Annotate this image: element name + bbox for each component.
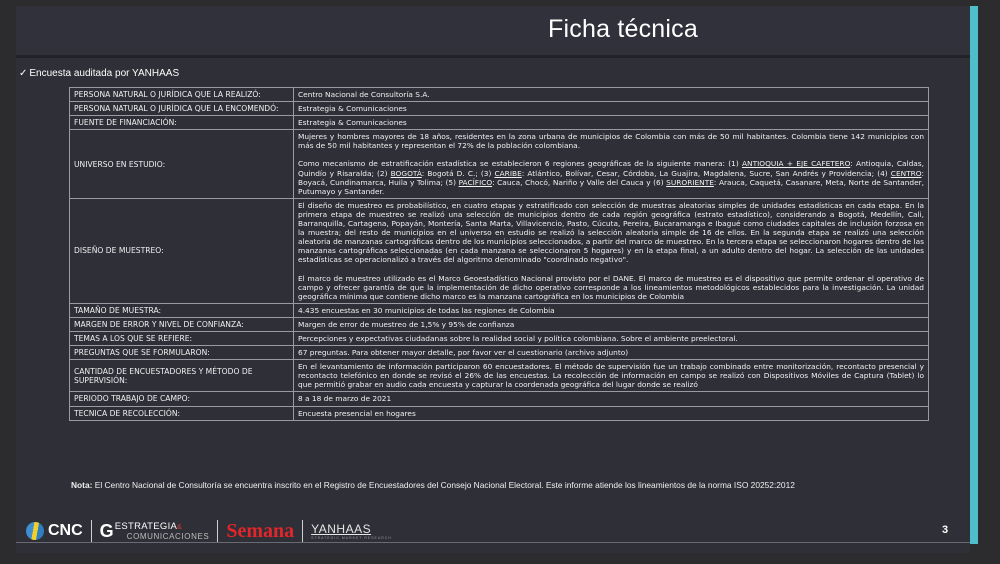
row-value: En el levantamiento de información participaron 60 encuestadores. El método de supervisión fue un trabajo combinado entre monitorización, recontacto presencial y recontacto telefónico en donde se revisó el 26% de las encuestas. La recolección de información en campo se realizó con Dispositivos Móviles de Captura (Tablet) lo que permitió grabar en audio cada encuesta y capturar la coordenada geográfica del lugar donde se realizó (294, 360, 929, 392)
logo-divider (91, 520, 92, 542)
header-band (16, 6, 970, 58)
yanhaas-logo-text: YANHAAS (311, 522, 372, 536)
table-row (70, 88, 929, 102)
row-label: CANTIDAD DE ENCUESTADORES Y MÉTODO DE SUPERVISIÓN: (70, 360, 294, 392)
region-list: : Arauca, Caquetá, Casanare, Meta, Norte de Santander, Putumayo y Santander. (298, 177, 925, 196)
region-name: SURORIENTE (666, 177, 714, 187)
table-row (70, 317, 929, 331)
row-value (294, 130, 929, 199)
row-label: TECNICA DE RECOLECCIÓN: (70, 406, 294, 420)
footer-divider (16, 542, 970, 543)
checkmark-icon: ✓ (19, 68, 28, 79)
estrategia-word: ESTRATEGIA (114, 520, 178, 532)
region-list: : Atlántico, Bolívar, Cesar, Córdoba, La Guajira, Magdalena, Sucre, San Andrés y Providencia; (4) (521, 168, 891, 178)
table-row (70, 102, 929, 116)
estrategia-comunicaciones-logo (100, 522, 210, 541)
estrategia-mark-icon: G (99, 521, 114, 541)
slide (16, 6, 970, 553)
row-label: MARGEN DE ERROR Y NIVEL DE CONFIANZA: (70, 317, 294, 331)
row-label: FUENTE DE FINANCIACIÓN: (70, 116, 294, 130)
region-list: : Antioquia, Caldas, Quindío y Risaralda; (2) (298, 159, 924, 178)
estrategia-logo-top (115, 522, 210, 532)
page-title: Ficha técnica (548, 15, 698, 43)
design-paragraph: El diseño de muestreo es probabilístico, en cuatro etapas y estratificado con selección de muestras aleatorias simples de unidades estadísticas en cada etapa. En la primera etapa de muestreo se realizó una selección de municipios dentro de cada región geográfica (estrato estadístico), considerando a Bogotá, Medellín, Cali, Barranquilla, Cartagena, Popayán, Montería, Santa Marta, Villavicencio, Pasto, Cúcuta, Pereira, Bucaramanga e Ibagué como ciudades capitales de inclusión forzosa en la muestra; del resto de municipios en el universo en estudio se realizó la selección aleatoria simple de 16 de ellos. En la segunda etapa se realizó una selección aleatoria de manzanas cartográficas dentro de los municipios seleccionados, a partir del marco de muestreo. En la tercera etapa se seleccionaron hogares dentro de las manzanas cartográficas seleccionadas (en cada manzana se seleccionaron 5 hogares) y en la etapa final, a un adulto dentro del hogar. La selección de las unidades estadísticas se operacionalizó a través del algoritmo denominado "coordinado negativo". (298, 200, 924, 265)
frame-paragraph: El marco de muestreo utilizado es el Marco Geoestadístico Nacional provisto por el DANE. El marco de muestreo es el dispositivo que permite ordenar el operativo de campo y ofrecer garantía de que la implementación de dicho operativo corresponde a los lineamientos metodológicos establecidos para la investigación. La unidad geográfica mínima que contiene dicho marco es la manzana cartográfica en los municipios de Colombia (298, 273, 924, 301)
logo-divider (302, 520, 303, 542)
row-label: TEMAS A LOS QUE SE REFIERE: (70, 331, 294, 345)
table-row (70, 303, 929, 317)
row-value: Centro Nacional de Consultoría S.A. (294, 88, 929, 102)
region-name: CENTRO (890, 168, 922, 178)
footnote (71, 480, 931, 491)
audit-note (19, 68, 179, 79)
row-value: Percepciones y expectativas ciudadanas sobre la realidad social y política colombiana. Sobre el ambiente preelectoral. (294, 331, 929, 345)
row-value: 67 preguntas. Para obtener mayor detalle, por favor ver el cuestionario (archivo adjunto) (294, 346, 929, 360)
row-label: DISEÑO DE MUESTREO: (70, 198, 294, 303)
cnc-globe-icon (26, 522, 44, 540)
region-list: : Boyacá, Cundinamarca, Huila y Tolima; (5) (298, 168, 924, 187)
row-value: 4.435 encuestas en 30 municipios de todas las regiones de Colombia (294, 303, 929, 317)
table-row-universo (70, 130, 929, 199)
footnote-text: El Centro Nacional de Consultoría se encuentra inscrito en el Registro de Encuestadores del Consejo Nacional Electoral. Este informe atiende los lineamientos de la norma ISO 20252:2012 (92, 480, 795, 490)
row-label: PERSONA NATURAL O JURÍDICA QUE LA ENCOMENDÓ: (70, 102, 294, 116)
table-row-diseno (70, 198, 929, 303)
estrategia-logo-bottom: COMUNICACIONES (126, 531, 210, 541)
table-row (70, 116, 929, 130)
page-number: 3 (942, 524, 949, 536)
cnc-logo-text: CNC (48, 522, 83, 539)
region-name: CARIBE (494, 168, 522, 178)
yanhaas-tagline: STRATEGIC MARKET RESEARCH (311, 536, 392, 540)
region-name: PACÍFICO (458, 177, 493, 187)
row-label: UNIVERSO EN ESTUDIO: (70, 130, 294, 199)
row-value (294, 198, 929, 303)
row-label: PERIODO TRABAJO DE CAMPO: (70, 392, 294, 406)
table-row (70, 331, 929, 345)
row-value: Encuesta presencial en hogares (294, 406, 929, 420)
logo-divider (217, 520, 218, 542)
yanhaas-logo (311, 522, 392, 540)
regions-intro: Como mecanismo de estratificación estadística se establecieron 6 regiones geográficas de la siguiente manera: (1) (298, 159, 742, 169)
semana-logo: Semana (226, 519, 295, 542)
row-label: PERSONA NATURAL O JURÍDICA QUE LA REALIZÓ: (70, 88, 294, 102)
regions-paragraph (298, 159, 924, 195)
partner-logos (26, 518, 392, 544)
region-name: BOGOTÁ (390, 168, 422, 178)
table-row (70, 346, 929, 360)
row-label: PREGUNTAS QUE SE FORMULARON: (70, 346, 294, 360)
universe-paragraph: Mujeres y hombres mayores de 18 años, residentes en la zona urbana de municipios de Colombia con más de 50 mil habitantes. Colombia tiene 142 municipios con más de 50 mil habitantes y representan el 72% de la población colombiana. (298, 132, 924, 151)
cnc-logo (26, 522, 83, 540)
audit-text: Encuesta auditada por YANHAAS (29, 68, 180, 79)
table-row (70, 360, 929, 392)
table-row (70, 392, 929, 406)
footnote-prefix: Nota: (71, 480, 93, 490)
table-row (70, 406, 929, 420)
technical-sheet-table (69, 87, 929, 421)
estrategia-amp: & (177, 523, 183, 531)
row-value: 8 a 18 de marzo de 2021 (294, 392, 929, 406)
row-value: Estrategia & Comunicaciones (294, 116, 929, 130)
accent-bar (970, 6, 978, 544)
region-list: : Cauca, Chocó, Nariño y Valle del Cauca y (6) (492, 177, 667, 187)
region-list: : Bogotá D. C.; (3) (421, 168, 495, 178)
row-value: Estrategia & Comunicaciones (294, 102, 929, 116)
row-value: Margen de error de muestreo de 1,5% y 95% de confianza (294, 317, 929, 331)
row-label: TAMAÑO DE MUESTRA: (70, 303, 294, 317)
region-name: ANTIOQUIA + EJE CAFETERO (742, 159, 851, 169)
